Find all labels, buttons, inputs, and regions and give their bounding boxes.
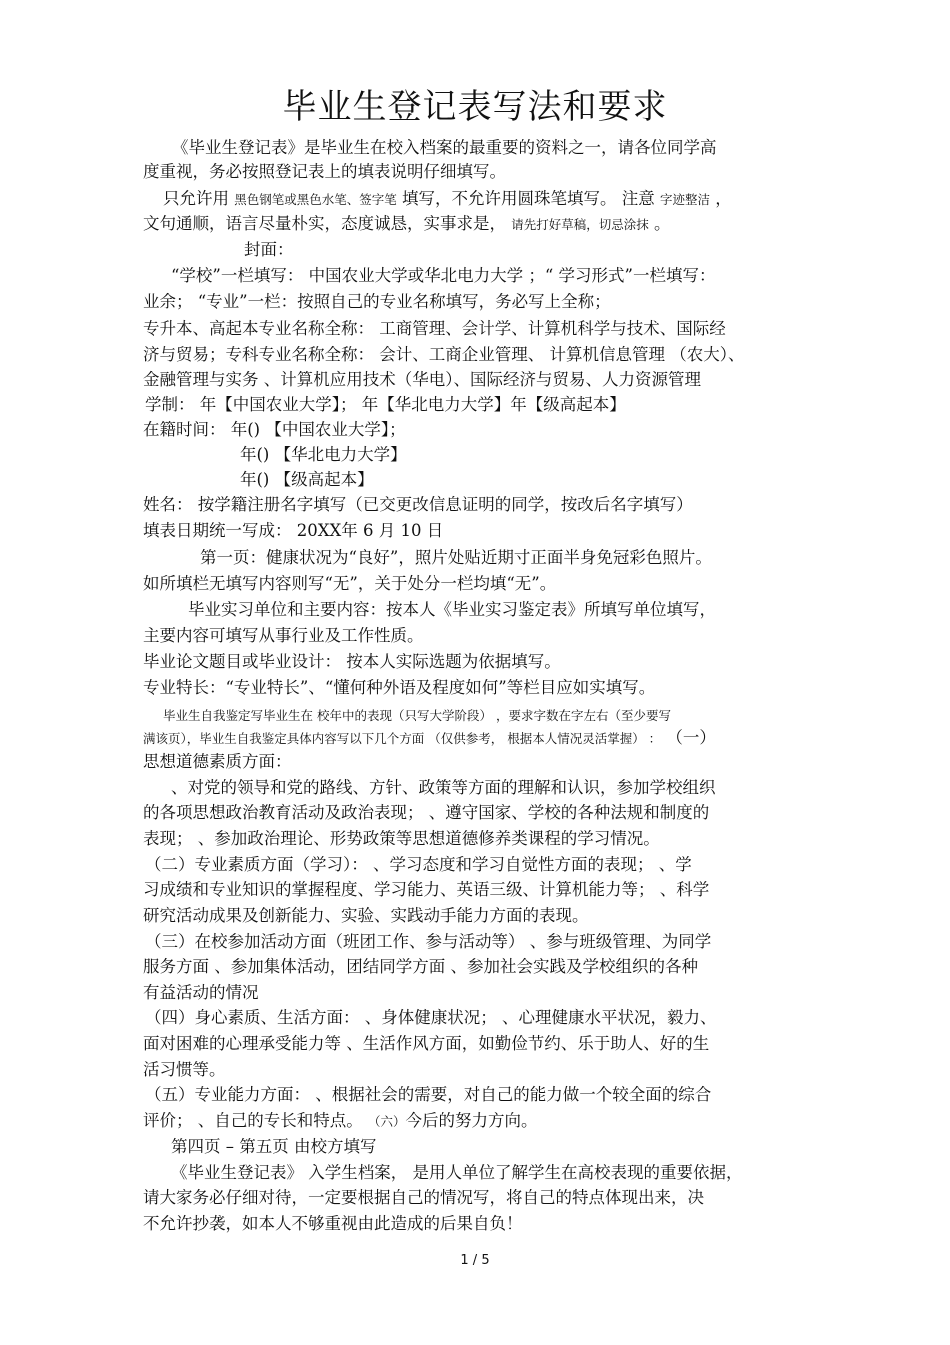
text-line xyxy=(163,187,732,212)
text-line: 如所填栏无填写内容则写“无”，关于处分一栏均填“无”。 xyxy=(143,574,557,593)
text-line: 金融管理与实务 、计算机应用技术（华电）、国际经济与贸易、人力资源管理 xyxy=(143,370,701,389)
text-line: （二）专业素质方面（学习）： 、学习态度和学习自觉性方面的表现； 、学 xyxy=(145,855,692,874)
text-line xyxy=(143,1109,538,1134)
text-line: 年() 【级高起本】 xyxy=(240,470,374,489)
text-line: 济与贸易；专科专业名称全称： 会计、工商企业管理、 计算机信息管理 （农大）、 xyxy=(143,345,745,364)
text-segment: ， xyxy=(710,189,732,208)
text-segment: 只允许用 xyxy=(163,189,235,208)
text-line: 姓名： 按学籍注册名字填写（已交更改信息证明的同学，按改后名字填写） xyxy=(143,495,693,514)
text-segment: 文句通顺，语言尽量朴实，态度诚恳，实事求是， xyxy=(143,214,512,233)
text-line: 请大家务必仔细对待，一定要根据自己的情况写，将自己的特点体现出来，决 xyxy=(143,1188,704,1207)
text-line: 业余； “专业”一栏：按照自己的专业名称填写，务必写上全称； xyxy=(143,292,611,311)
text-line: 第四页 – 第五页 由校方填写 xyxy=(171,1137,377,1156)
text-line: 思想道德素质方面： xyxy=(143,752,292,771)
text-line: 习成绩和专业知识的掌握程度、学习能力、英语三级、计算机能力等； 、科学 xyxy=(143,880,710,899)
text-line: 第一页：健康状况为“良好”，照片处贴近期寸正面半身免冠彩色照片。 xyxy=(200,548,712,567)
text-line: 专业特长：“专业特长”、“懂何种外语及程度如何”等栏目应如实填写。 xyxy=(143,678,656,697)
text-segment: 填写，不允许用圆珠笔填写。 注意 xyxy=(396,189,661,208)
text-line: 毕业论文题目或毕业设计： 按本人实际选题为依据填写。 xyxy=(143,652,561,671)
text-line: 年() 【华北电力大学】 xyxy=(240,445,407,464)
text-line xyxy=(143,726,716,751)
text-line: （五）专业能力方面： 、根据社会的需要，对自己的能力做一个较全面的综合 xyxy=(145,1085,712,1104)
text-line: 面对困难的心理承受能力等 、生活作风方面，如勤俭节约、乐于助人、好的生 xyxy=(143,1034,710,1053)
text-line: 活习惯等。 xyxy=(143,1060,226,1079)
text-segment: 。 xyxy=(648,214,671,233)
small-text-segment: 请先打好草稿，切忌涂抹 xyxy=(511,217,649,232)
text-line: 《毕业生登记表》 入学生档案， 是用人单位了解学生在高校表现的重要依据， xyxy=(171,1163,743,1182)
text-line: 不允许抄袭，如本人不够重视由此造成的后果自负！ xyxy=(143,1214,523,1233)
text-line: 封面： xyxy=(244,240,294,259)
text-line xyxy=(143,212,671,237)
small-text-segment: 满该页），毕业生自我鉴定具体内容写以下几个方面 （仅供参考， 根据本人情况灵活掌握） ： xyxy=(143,731,662,746)
text-line: （四）身心素质、生活方面： 、身体健康状况； 、心理健康水平状况，毅力、 xyxy=(145,1008,717,1027)
small-text-segment: 毕业生自我鉴定写毕业生在 校年中的表现（只写大学阶段） ，要求字数在字左右（至少要写 xyxy=(163,708,671,723)
text-line: 度重视，务必按照登记表上的填表说明仔细填写。 xyxy=(143,162,506,181)
text-line: “学校”一栏填写： 中国农业大学或华北电力大学 ；“ 学习形式”一栏填写： xyxy=(171,266,716,285)
text-line: 专升本、高起本专业名称全称： 工商管理、会计学、计算机科学与技术、国际经 xyxy=(143,319,726,338)
text-segment: 今后的努力方向。 xyxy=(405,1111,538,1130)
text-line: 、对党的领导和党的路线、方针、政策等方面的理解和认识，参加学校组织 xyxy=(171,778,716,797)
text-line xyxy=(163,703,671,728)
text-line: 填表日期统一写成： 20XX年 6 月 10 日 xyxy=(143,521,444,540)
text-line: （三）在校参加活动方面（班团工作、参与活动等） 、参与班级管理、为同学 xyxy=(145,932,712,951)
text-line: 《毕业生登记表》是毕业生在校入档案的最重要的资料之一，请各位同学高 xyxy=(172,138,717,157)
page-number: 1 / 5 xyxy=(460,1253,490,1268)
small-text-segment: 黑色钢笔或黑色水笔、签字笔 xyxy=(234,192,397,207)
text-segment: （一） xyxy=(661,728,716,747)
text-line: 的各项思想政治教育活动及政治表现； 、遵守国家、学校的各种法规和制度的 xyxy=(143,803,710,822)
text-line: 有益活动的情况 xyxy=(143,983,259,1002)
text-line: 毕业实习单位和主要内容：按本人《毕业实习鉴定表》所填写单位填写， xyxy=(188,600,716,619)
text-line: 主要内容可填写从事行业及工作性质。 xyxy=(143,626,424,645)
text-line: 学制： 年【中国农业大学】； 年【华北电力大学】年【级高起本】 xyxy=(145,395,626,414)
text-segment: 评价； 、自己的专长和特点。 xyxy=(143,1111,368,1130)
document-title: 毕业生登记表写法和要求 xyxy=(282,87,668,127)
text-line: 在籍时间： 年() 【中国农业大学】； xyxy=(143,420,406,439)
text-line: 服务方面 、参加集体活动，团结同学方面 、参加社会实践及学校组织的各种 xyxy=(143,957,698,976)
small-text-segment: 字迹整洁 xyxy=(660,192,711,207)
small-text-segment: （六） xyxy=(368,1114,406,1129)
text-line: 研究活动成果及创新能力、实验、实践动手能力方面的表现。 xyxy=(143,906,589,925)
text-line: 表现； 、参加政治理论、形势政策等思想道德修养类课程的学习情况。 xyxy=(143,829,660,848)
